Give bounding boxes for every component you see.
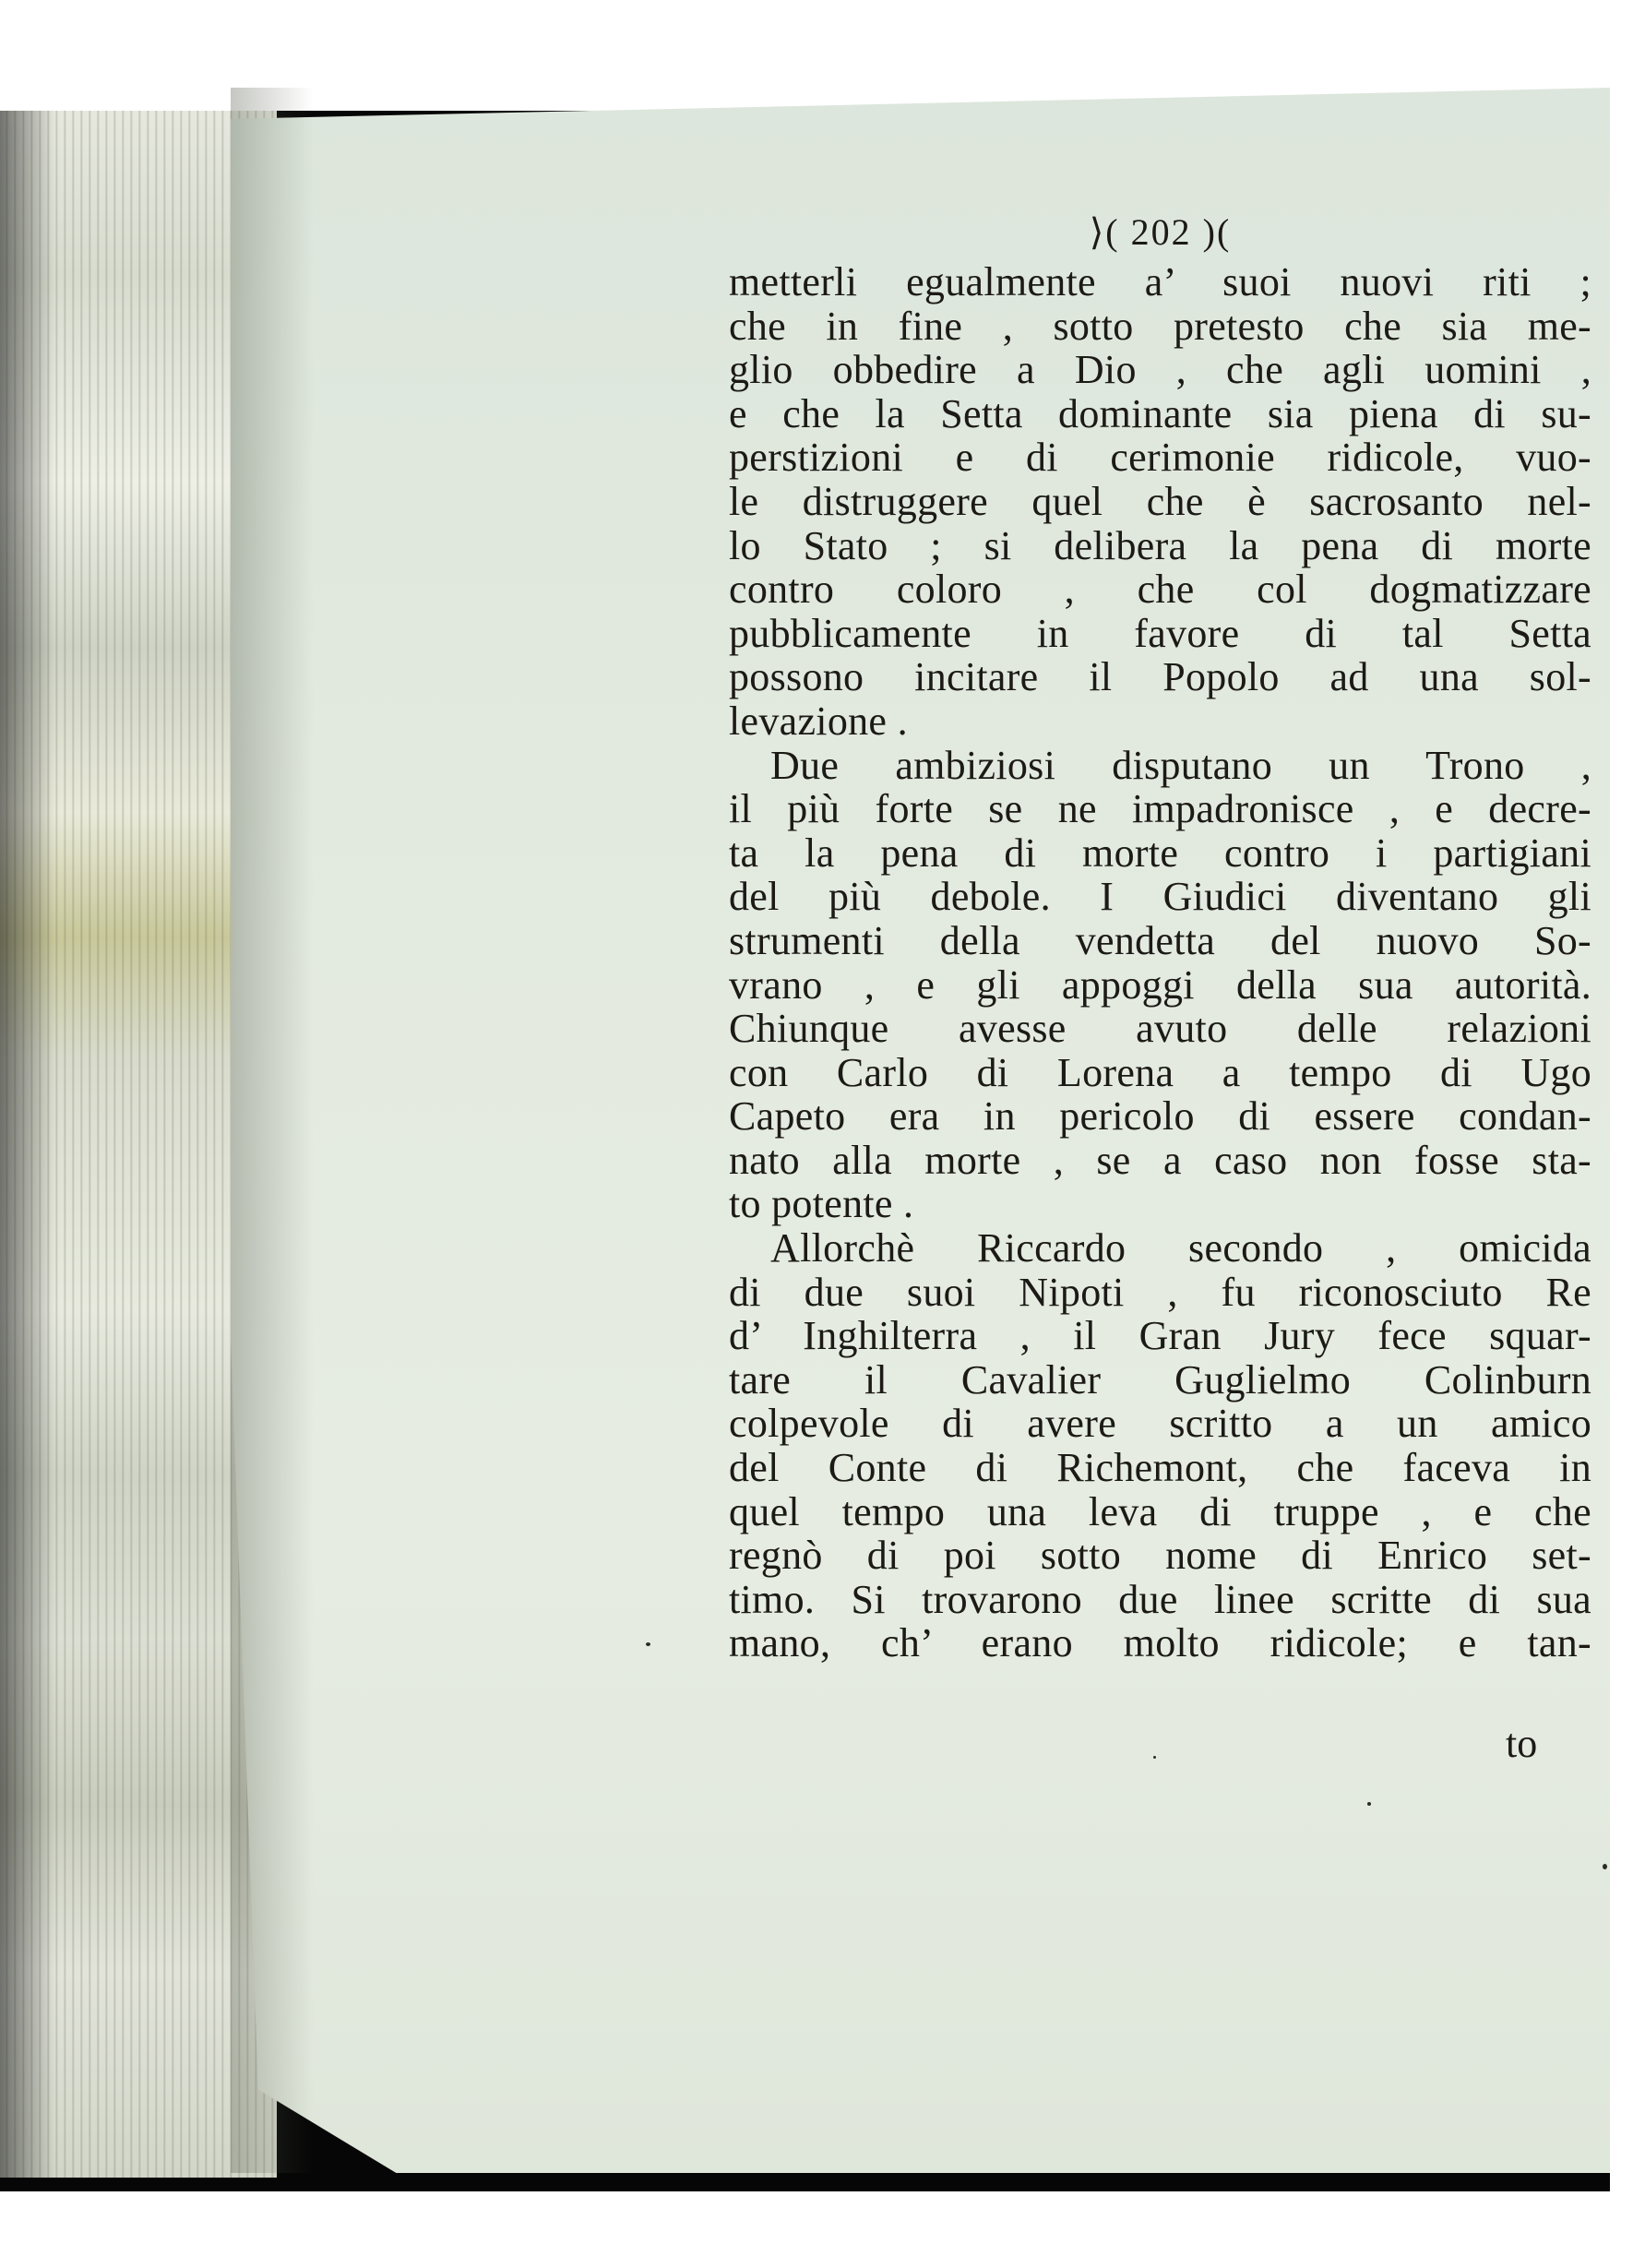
- gutter-shadow: [231, 88, 314, 2173]
- text-line: che in fine , sotto pretesto che sia me-: [729, 303, 1591, 349]
- text-line: pubblicamente in favore di tal Setta: [729, 610, 1591, 656]
- text-line: glio obbedire a Dio , che agli uomini ,: [729, 347, 1591, 393]
- paragraph-3: [729, 1226, 1591, 1665]
- text-line: Due ambiziosi disputano un Trono ,: [770, 742, 1591, 788]
- scan-margin: [1610, 0, 1633, 2268]
- text-line: Chiunque avesse avuto delle relazioni: [729, 1006, 1591, 1052]
- catchword: to: [1506, 1721, 1538, 1766]
- paper-speck: [1603, 1864, 1607, 1869]
- text-line: strumenti della vendetta del nuovo So-: [729, 917, 1591, 963]
- text-line: tare il Cavalier Guglielmo Colinburn: [729, 1356, 1591, 1403]
- text-line: Capeto era in pericolo di essere condan-: [729, 1093, 1591, 1140]
- paragraph-1: [729, 260, 1591, 744]
- paper-speck: [646, 1642, 650, 1646]
- page-number-header: ⟩( 202 )(: [1089, 211, 1232, 253]
- text-line: nato alla morte , se a caso non fosse sta-: [729, 1137, 1591, 1183]
- paragraph-2: [729, 744, 1591, 1227]
- text-line: mano, ch’ erano molto ridicole; e tan-: [729, 1620, 1591, 1666]
- text-line: vrano , e gli appoggi della sua autorità.: [729, 961, 1591, 1008]
- text-line: e che la Setta dominante sia piena di su-: [729, 390, 1591, 436]
- text-line: contro coloro , che col dogmatizzare: [729, 567, 1591, 613]
- text-line: quel tempo una leva di truppe , e che: [729, 1488, 1591, 1534]
- text-line: con Carlo di Lorena a tempo di Ugo: [729, 1049, 1591, 1095]
- text-line: ta la pena di morte contro i partigiani: [729, 830, 1591, 876]
- text-line: il più forte se ne impadronisce , e decre-: [729, 786, 1591, 832]
- text-line: le distruggere quel che è sacrosanto nel-: [729, 478, 1591, 524]
- text-line: di due suoi Nipoti , fu riconosciuto Re: [729, 1269, 1591, 1315]
- text-line: Allorchè Riccardo secondo , omicida: [770, 1225, 1591, 1271]
- text-line: levazione .: [729, 698, 908, 744]
- text-line: possono incitare il Popolo ad una sol-: [729, 654, 1591, 700]
- text-line: colpevole di avere scritto a un amico: [729, 1401, 1591, 1447]
- text-line: regnò di poi sotto nome di Enrico set-: [729, 1533, 1591, 1579]
- text-line: lo Stato ; si delibera la pena di morte: [729, 522, 1591, 568]
- text-line: perstizioni e di cerimonie ridicole, vuo-: [729, 435, 1591, 481]
- text-line: d’ Inghilterra , il Gran Jury fece squar-: [729, 1313, 1591, 1359]
- book-edge-shadow: [0, 111, 55, 2178]
- text-line: del più debole. I Giudici diventano gli: [729, 874, 1591, 920]
- page-text-block: [729, 205, 1591, 1665]
- paper-speck: [1153, 1756, 1156, 1759]
- paper-speck: [1367, 1802, 1371, 1806]
- text-line: to potente .: [729, 1181, 914, 1227]
- text-line: metterli egualmente a’ suoi nuovi riti ;: [729, 259, 1591, 304]
- text-line: del Conte di Richemont, che faceva in: [729, 1445, 1591, 1491]
- text-line: timo. Si trovarono due linee scritte di sua: [729, 1576, 1591, 1622]
